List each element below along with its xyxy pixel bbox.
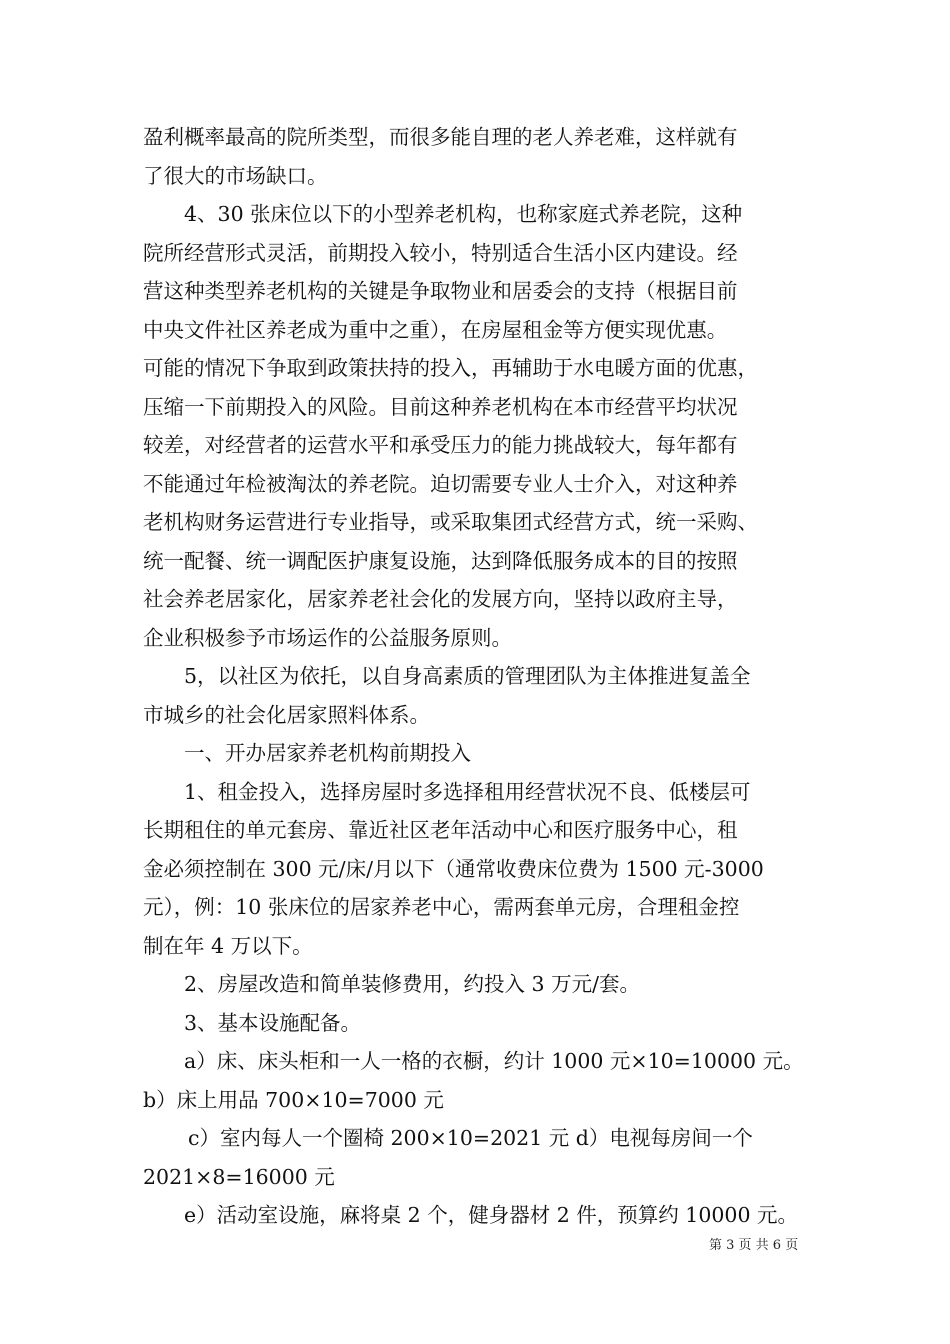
text-line: 制在年 4 万以下。 [143, 933, 313, 958]
text-line: 压缩一下前期投入的风险。目前这种养老机构在本市经营平均状况 [143, 394, 738, 419]
text-line: 盈利概率最高的院所类型，而很多能自理的老人养老难，这样就有 [143, 125, 738, 149]
section-heading: 一、开办居家养老机构前期投入 [184, 741, 471, 765]
list-item: b）床上用品 700×10=7000 元 [143, 1087, 444, 1112]
text-line: 较差，对经营者的运营水平和承受压力的能力挑战较大，每年都有 [143, 433, 738, 457]
text-line: 2、房屋改造和简单装修费用，约投入 3 万元/套。 [184, 972, 641, 996]
list-item: a）床、床头柜和一人一格的衣橱，约计 1000 元×10=10000 元。 [184, 1049, 804, 1073]
text-line: 5，以社区为依托，以自身高素质的管理团队为主体推进复盖全 [184, 664, 751, 688]
text-line: 统一配餐、统一调配医护康复设施，达到降低服务成本的目的按照 [143, 548, 738, 573]
text-line: 社会养老居家化，居家养老社会化的发展方向，坚持以政府主导， [143, 587, 738, 611]
text-line: 元），例：10 张床位的居家养老中心，需两套单元房，合理租金控 [143, 895, 740, 919]
text-line: 营这种类型养老机构的关键是争取物业和居委会的支持（根据目前 [143, 279, 738, 303]
list-item: c）室内每人一个圈椅 200×10=2021 元 d）电视每房间一个 [188, 1126, 753, 1150]
text-line: 老机构财务运营进行专业指导，或采取集团式经营方式，统一采购、 [143, 510, 758, 534]
text-line: 长期租住的单元套房、靠近社区老年活动中心和医疗服务中心，租 [143, 818, 738, 842]
text-line: 可能的情况下争取到政策扶持的投入，再辅助于水电暖方面的优惠， [143, 356, 758, 380]
list-item: e）活动室设施，麻将桌 2 个，健身器材 2 件，预算约 10000 元。 [184, 1203, 799, 1227]
text-line: 不能通过年检被淘汰的养老院。迫切需要专业人士介入，对这种养 [143, 471, 738, 496]
text-line: 了很大的市场缺口。 [143, 163, 328, 188]
text-line: 金必须控制在 300 元/床/月以下（通常收费床位费为 1500 元-3000 [143, 856, 764, 881]
text-line: 4、30 张床位以下的小型养老机构，也称家庭式养老院，这种 [184, 202, 743, 226]
page-number: 第 3 页 共 6 页 [709, 1238, 799, 1253]
list-item: 2021×8=16000 元 [143, 1164, 335, 1189]
text-line: 企业积极参予市场运作的公益服务原则。 [143, 625, 512, 650]
text-line: 中央文件社区养老成为重中之重），在房屋租金等方便实现优惠。 [143, 317, 728, 342]
text-line: 院所经营形式灵活，前期投入较小，特别适合生活小区内建设。经 [143, 240, 738, 265]
document-body [143, 118, 823, 1235]
text-line: 3、基本设施配备。 [184, 1010, 362, 1035]
text-line: 市城乡的社会化居家照料体系。 [143, 702, 430, 727]
text-line: 1、租金投入，选择房屋时多选择租用经营状况不良、低楼层可 [184, 779, 751, 804]
